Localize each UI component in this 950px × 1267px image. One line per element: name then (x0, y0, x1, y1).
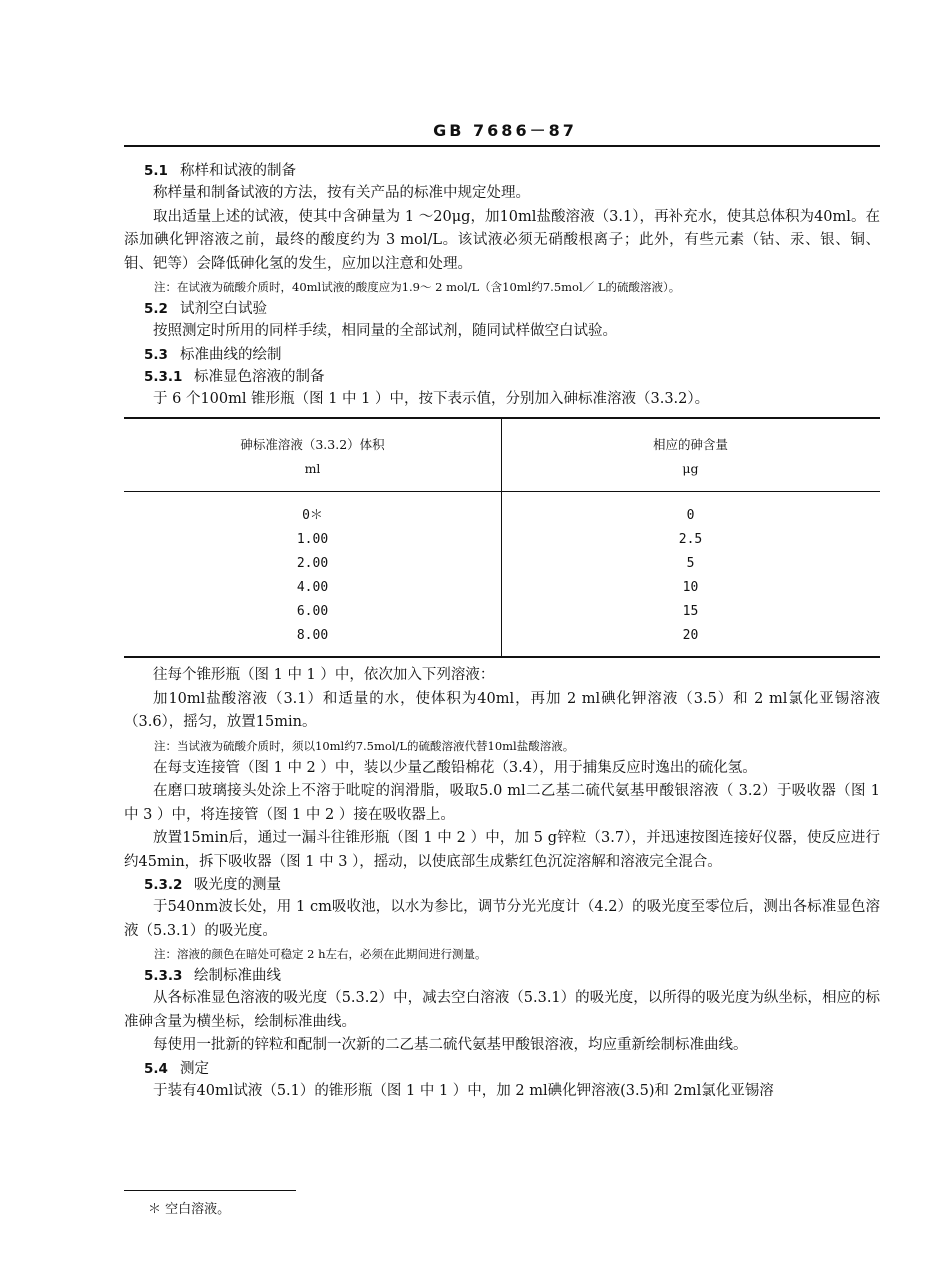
volume-cell: 0＊ (302, 508, 323, 523)
table-row (124, 504, 880, 528)
paragraph: 加10ml盐酸溶液（3.1）和适量的水，使体积为40ml，再加 2 ml碘化钾溶液（3.5）和 2 ml氯化亚锡溶液（3.6），摇匀，放置15min。 (124, 690, 880, 730)
table-header (124, 419, 880, 492)
section-number: 5.3.2 (144, 877, 183, 893)
arsenic-cell: 10 (682, 580, 699, 595)
table-header-arsenic (501, 419, 880, 491)
section-number: 5.4 (144, 1060, 168, 1077)
arsenic-cell: 5 (686, 556, 695, 571)
table-row (124, 528, 880, 552)
arsenic-cell: 15 (682, 604, 699, 619)
arsenic-cell: 2.5 (678, 532, 703, 547)
section-5-3-heading (144, 344, 880, 366)
volume-cell: 4.00 (296, 580, 329, 595)
arsenic-cell: 20 (682, 628, 699, 643)
column-header: 砷标准溶液（3.3.2）体积 (240, 437, 385, 452)
paragraph: 在每支连接管（图 1 中 2 ）中，装以少量乙酸铅棉花（3.4），用于捕集反应时逸出的硫化氢。 (153, 759, 757, 776)
section-title: 绘制标准曲线 (194, 968, 281, 984)
table-row (124, 600, 880, 624)
note: 注：当试液为硫酸介质时，须以10ml约7.5mol/L的硫酸溶液代替10ml盐酸溶液。 (154, 738, 575, 753)
section-title: 吸光度的测量 (194, 877, 281, 893)
section-5-2-heading (144, 298, 880, 320)
section-number: 5.3.1 (144, 368, 183, 385)
paragraph: 往每个锥形瓶（图 1 中 1 ）中，依次加入下列溶液： (153, 667, 495, 683)
table-row (124, 552, 880, 576)
volume-cell: 8.00 (296, 628, 329, 643)
paragraph: 放置15min后，通过一漏斗往锥形瓶（图 1 中 2 ）中，加 5 g锌粒（3.7），并迅速按图连接好仪器，使反应进行约45min，拆下吸收器（图 1 中 3 ），摇动，以使底部生成紫红色沉淀溶解和溶液完全混合。 (124, 830, 880, 870)
volume-cell: 1.00 (296, 532, 329, 547)
section-number: 5.1 (144, 163, 168, 179)
section-number: 5.3.3 (144, 968, 183, 984)
column-unit: ml (304, 461, 321, 476)
footnote: ＊ 空白溶液。 (148, 1202, 231, 1217)
volume-cell: 6.00 (296, 604, 329, 619)
paragraph: 从各标准显色溶液的吸光度（5.3.2）中，减去空白溶液（5.3.1）的吸光度，以所得的吸光度为纵坐标，相应的标准砷含量为横坐标，绘制标准曲线。 (124, 990, 880, 1030)
section-title: 测定 (180, 1060, 209, 1077)
section-title: 标准曲线的绘制 (180, 346, 282, 363)
header-rule (124, 145, 880, 147)
paragraph: 按照测定时所用的同样手续，相同量的全部试剂，随同试样做空白试验。 (153, 323, 617, 339)
note: 注：在试液为硫酸介质时，40ml试液的酸度应为1.9～ 2 mol/L（含10ml约7.5mol／ L的硫酸溶液）。 (154, 280, 681, 294)
document-body (124, 160, 880, 1103)
column-unit: μg (682, 461, 699, 476)
footnote-rule (124, 1190, 296, 1191)
section-5-3-3-heading (144, 965, 880, 987)
standard-solution-table (124, 417, 880, 658)
table-divider (501, 419, 502, 656)
paragraph: 于540nm波长处，用 1 cm吸收池，以水为参比，调节分光光度计（4.2）的吸光度至零位后，测出各标准显色溶液（5.3.1）的吸光度。 (124, 899, 880, 939)
section-number: 5.3 (144, 346, 168, 363)
section-5-3-1-heading (144, 366, 880, 388)
table-row (124, 624, 880, 648)
section-5-1-heading (144, 160, 880, 182)
section-title: 试剂空白试验 (180, 301, 267, 317)
volume-cell: 2.00 (296, 556, 329, 571)
paragraph: 每使用一批新的锌粒和配制一次新的二乙基二硫代氨基甲酸银溶液，均应重新绘制标准曲线。 (153, 1037, 748, 1053)
paragraph: 称样量和制备试液的方法，按有关产品的标准中规定处理。 (153, 185, 530, 201)
paragraph: 在磨口玻璃接头处涂上不溶于吡啶的润滑脂，吸取5.0 ml二乙基二硫代氨基甲酸银溶液（ 3.2）于吸收器（图 1 中 3 ）中，将连接管（图 1 中 2 ）接在吸收器上。 (124, 783, 880, 823)
column-header: 相应的砷含量 (652, 437, 728, 452)
section-5-3-2-heading (144, 874, 880, 896)
section-number: 5.2 (144, 301, 168, 317)
section-title: 称样和试液的制备 (180, 163, 296, 179)
standard-number: GB 7686－87 (433, 121, 577, 140)
section-5-4-heading (144, 1058, 880, 1080)
paragraph: 于 6 个100ml 锥形瓶（图 1 中 1 ）中，按下表示值，分别加入砷标准溶液（3.3.2）。 (153, 390, 710, 407)
table-row (124, 576, 880, 600)
note: 注：溶液的颜色在暗处可稳定 2 h左右，必须在此期间进行测量。 (154, 947, 487, 961)
paragraph: 于装有40ml试液（5.1）的锥形瓶（图 1 中 1 ）中，加 2 ml碘化钾溶液(3.5)和 2ml氯化亚锡溶 (153, 1082, 774, 1099)
arsenic-cell: 0 (686, 508, 695, 523)
section-title: 标准显色溶液的制备 (194, 368, 325, 385)
table-body (124, 492, 880, 656)
table-header-volume (124, 419, 501, 491)
paragraph: 取出适量上述的试液，使其中含砷量为 1 ～20μg，加10ml盐酸溶液（3.1），再补充水，使其总体积为40ml。在添加碘化钾溶液之前，最终的酸度约为 3 mol/L。该试液必须无硝酸根离子；此外，有些元素（钴、汞、银、铜、钼、钯等）会降低砷化氢的发生，应加以注意和处理。 (124, 208, 880, 272)
